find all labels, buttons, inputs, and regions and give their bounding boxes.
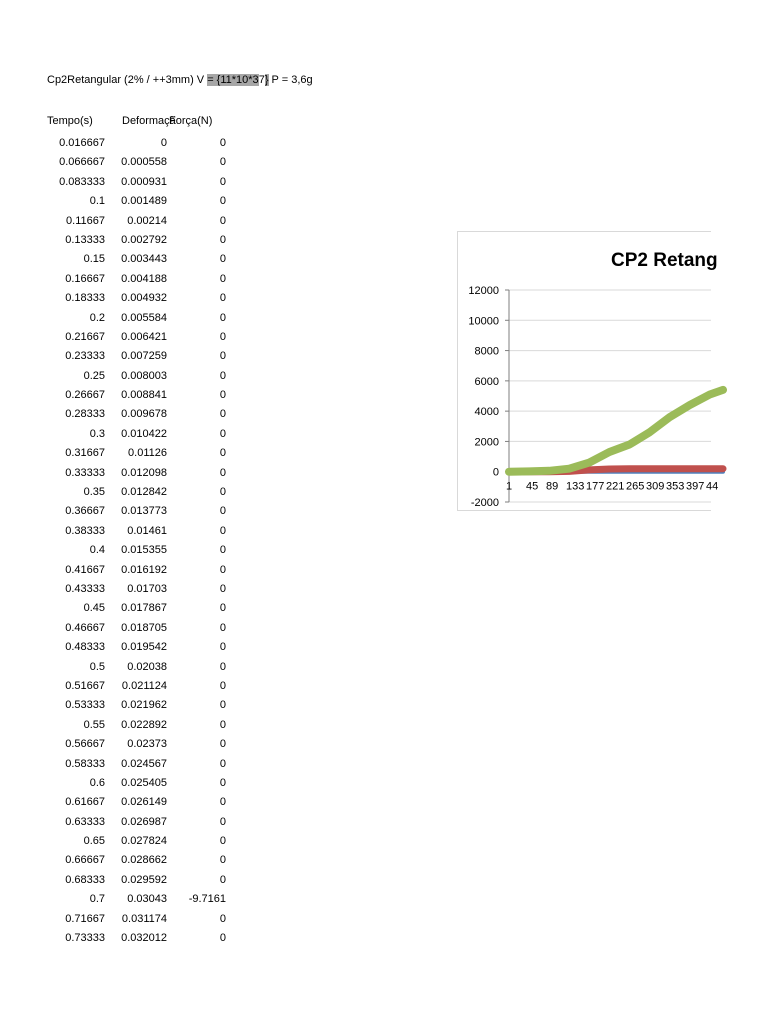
table-row: [40, 153, 240, 172]
cell-forca: 0: [219, 408, 226, 421]
column-header-forca: Força(N): [169, 115, 213, 127]
cell-tempo: 0.7: [89, 893, 105, 906]
cell-deformacao: 0.022892: [121, 718, 167, 731]
table-row: [40, 444, 240, 463]
cell-tempo: 0.28333: [65, 408, 105, 421]
cell-forca: 0: [219, 641, 226, 654]
cell-deformacao: 0.017867: [121, 602, 167, 615]
x-tick-label: 265: [626, 480, 645, 493]
cell-deformacao: 0.006421: [121, 330, 167, 343]
table-row: [40, 212, 240, 231]
cell-deformacao: 0.004932: [121, 292, 167, 305]
cell-tempo: 0.13333: [65, 233, 105, 246]
y-tick-label: 4000: [474, 406, 499, 419]
cell-forca: 0: [219, 835, 226, 848]
cell-forca: 0: [219, 505, 226, 518]
cell-forca: 0: [219, 738, 226, 751]
cell-deformacao: 0.02038: [127, 660, 167, 673]
x-tick-label: 133: [566, 480, 585, 493]
cell-deformacao: 0.01703: [127, 582, 167, 595]
chart-title: CP2 Retang: [611, 250, 718, 271]
cell-tempo: 0.45: [83, 602, 105, 615]
y-tick-label: -2000: [470, 497, 499, 509]
cell-forca: 0: [219, 932, 226, 945]
cell-deformacao: 0.013773: [121, 505, 167, 518]
cell-deformacao: 0.021124: [121, 679, 167, 692]
table-row: [40, 638, 240, 657]
cell-deformacao: 0.016192: [121, 563, 167, 576]
table-row: [40, 696, 240, 715]
x-tick-label: 44: [706, 480, 719, 493]
cell-deformacao: 0.008841: [121, 389, 167, 402]
cell-tempo: 0.18333: [65, 292, 105, 305]
cell-tempo: 0.3: [89, 427, 105, 440]
table-row: [40, 619, 240, 638]
cell-deformacao: 0.012098: [121, 466, 167, 479]
table-row: [40, 599, 240, 618]
cell-forca: 0: [219, 776, 226, 789]
cell-tempo: 0.31667: [65, 447, 105, 460]
table-row: [40, 929, 240, 948]
cell-tempo: 0.33333: [65, 466, 105, 479]
cell-forca: 0: [219, 214, 226, 227]
table-row: [40, 871, 240, 890]
cell-deformacao: 0.002792: [121, 233, 167, 246]
cell-tempo: 0.61667: [65, 796, 105, 809]
cell-forca: 0: [219, 524, 226, 537]
table-row: [40, 716, 240, 735]
table-row: [40, 328, 240, 347]
table-row: [40, 851, 240, 870]
cell-tempo: 0.73333: [65, 932, 105, 945]
table-row: [40, 289, 240, 308]
cell-forca: 0: [219, 156, 226, 169]
cell-tempo: 0.55: [83, 718, 105, 731]
x-tick-label: 177: [586, 480, 605, 493]
cell-deformacao: 0.015355: [121, 544, 167, 557]
y-tick-label: 2000: [474, 436, 499, 449]
cell-tempo: 0.016667: [59, 137, 105, 149]
cell-forca: -9.7161: [188, 893, 226, 906]
cell-deformacao: 0.027824: [121, 835, 167, 848]
cell-tempo: 0.35: [83, 486, 105, 499]
column-header-deformacao: Deformaçã: [122, 115, 176, 127]
cell-deformacao: 0.031174: [121, 912, 167, 925]
cell-forca: 0: [219, 292, 226, 305]
cell-forca: 0: [219, 350, 226, 363]
title-highlight-b: }: [264, 74, 269, 86]
series-line-green: [509, 390, 723, 472]
cell-forca: 0: [219, 873, 226, 886]
cell-forca: 0: [219, 718, 226, 731]
cell-tempo: 0.36667: [65, 505, 105, 518]
y-tick-label: 0: [492, 466, 499, 479]
cell-deformacao: 0.019542: [121, 641, 167, 654]
table-row: [40, 677, 240, 696]
y-tick-label: 12000: [468, 285, 499, 297]
y-tick-label: 8000: [474, 345, 499, 358]
cell-tempo: 0.066667: [59, 156, 105, 169]
cell-deformacao: 0.025405: [121, 776, 167, 789]
cell-forca: 0: [219, 447, 226, 460]
table-row: [40, 231, 240, 250]
cell-tempo: 0.68333: [65, 873, 105, 886]
table-row: [40, 386, 240, 405]
cell-tempo: 0.63333: [65, 815, 105, 828]
cell-tempo: 0.56667: [65, 738, 105, 751]
cell-tempo: 0.25: [83, 369, 105, 382]
cell-forca: 0: [219, 311, 226, 324]
cell-deformacao: 0.02373: [127, 738, 167, 751]
cell-tempo: 0.15: [83, 253, 105, 266]
cell-forca: 0: [219, 272, 226, 285]
table-row: [40, 561, 240, 580]
cell-forca: 0: [219, 660, 226, 673]
cell-tempo: 0.2: [89, 311, 105, 324]
table-row: [40, 793, 240, 812]
cell-deformacao: 0.003443: [121, 253, 167, 266]
cell-deformacao: 0: [160, 137, 167, 149]
cell-forca: 0: [219, 854, 226, 867]
cell-deformacao: 0.001489: [121, 195, 167, 208]
y-tick-label: 10000: [468, 315, 499, 328]
cell-deformacao: 0.018705: [121, 621, 167, 634]
title-prefix: Cp2Retangular (2% / ++3mm) V: [47, 74, 208, 86]
chart-area[interactable]: [457, 231, 719, 511]
cell-tempo: 0.11667: [66, 214, 105, 227]
x-tick-label: 353: [666, 480, 685, 493]
cell-deformacao: 0.029592: [121, 873, 167, 886]
cell-forca: 0: [219, 175, 226, 188]
cell-forca: 0: [219, 621, 226, 634]
cell-forca: 0: [219, 544, 226, 557]
y-tick-label: 6000: [474, 375, 499, 388]
x-tick-label: 1: [506, 480, 513, 493]
x-tick-label: 397: [686, 480, 705, 493]
x-tick-label: 45: [526, 480, 539, 493]
table-row: [40, 192, 240, 211]
table-row: [40, 813, 240, 832]
cell-deformacao: 0.000558: [121, 156, 167, 169]
cell-tempo: 0.43333: [65, 582, 105, 595]
cell-forca: 0: [219, 427, 226, 440]
table-row: [40, 774, 240, 793]
cell-deformacao: 0.009678: [121, 408, 167, 421]
cell-forca: 0: [219, 699, 226, 712]
x-tick-label: 309: [646, 480, 665, 493]
cell-forca: 0: [219, 679, 226, 692]
chart-svg: [458, 232, 719, 510]
table-row: [40, 735, 240, 754]
cell-forca: 0: [219, 582, 226, 595]
cell-tempo: 0.66667: [65, 854, 105, 867]
cell-tempo: 0.23333: [65, 350, 105, 363]
cell-tempo: 0.38333: [65, 524, 105, 537]
title-suffix: P = 3,6g: [268, 74, 313, 86]
cell-forca: 0: [219, 233, 226, 246]
cell-tempo: 0.5: [89, 660, 105, 673]
cell-deformacao: 0.032012: [121, 932, 167, 945]
x-tick-label: 89: [546, 480, 559, 493]
table-row: [40, 405, 240, 424]
cell-tempo: 0.1: [89, 195, 105, 208]
table-row: [40, 522, 240, 541]
cell-tempo: 0.4: [89, 544, 105, 557]
cell-tempo: 0.16667: [65, 272, 105, 285]
cell-tempo: 0.46667: [65, 621, 105, 634]
cell-forca: 0: [219, 815, 226, 828]
table-row: [40, 658, 240, 677]
cell-tempo: 0.21667: [65, 330, 105, 343]
cell-forca: 0: [219, 330, 226, 343]
table-row: [40, 134, 240, 153]
cell-forca: 0: [219, 912, 226, 925]
cell-deformacao: 0.005584: [121, 311, 167, 324]
cell-deformacao: 0.021962: [121, 699, 167, 712]
cell-deformacao: 0.026987: [121, 815, 167, 828]
cell-tempo: 0.58333: [65, 757, 105, 770]
cell-forca: 0: [219, 137, 226, 149]
cell-deformacao: 0.01126: [128, 447, 167, 460]
table-row: [40, 367, 240, 386]
table-row: [40, 890, 240, 909]
table-row: [40, 910, 240, 929]
cell-deformacao: 0.026149: [121, 796, 167, 809]
title-highlight-a: = {11*10*3: [207, 74, 259, 86]
cell-forca: 0: [219, 466, 226, 479]
cell-deformacao: 0.03043: [127, 893, 167, 906]
cell-deformacao: 0.00214: [127, 214, 167, 227]
table-row: [40, 173, 240, 192]
cell-forca: 0: [219, 602, 226, 615]
table-row: [40, 755, 240, 774]
title-middle: 7: [258, 74, 265, 86]
cell-deformacao: 0.024567: [121, 757, 167, 770]
cell-forca: 0: [219, 486, 226, 499]
cell-tempo: 0.083333: [59, 175, 105, 188]
cell-forca: 0: [219, 796, 226, 809]
cell-tempo: 0.53333: [65, 699, 105, 712]
cell-deformacao: 0.008003: [121, 369, 167, 382]
cell-tempo: 0.71667: [65, 912, 105, 925]
cell-deformacao: 0.000931: [121, 175, 167, 188]
cell-tempo: 0.6: [89, 776, 105, 789]
table-row: [40, 541, 240, 560]
cell-forca: 0: [219, 195, 226, 208]
data-table: [40, 134, 240, 948]
cell-tempo: 0.26667: [65, 389, 105, 402]
cell-deformacao: 0.012842: [121, 486, 167, 499]
table-row: [40, 270, 240, 289]
cell-tempo: 0.48333: [65, 641, 105, 654]
cell-deformacao: 0.01461: [127, 524, 167, 537]
table-row: [40, 580, 240, 599]
table-row: [40, 483, 240, 502]
table-row: [40, 309, 240, 328]
sheet-title: [47, 74, 313, 86]
table-row: [40, 250, 240, 269]
cell-forca: 0: [219, 757, 226, 770]
table-row: [40, 425, 240, 444]
cell-forca: 0: [219, 369, 226, 382]
table-row: [40, 347, 240, 366]
cell-tempo: 0.65: [83, 835, 105, 848]
cell-deformacao: 0.007259: [121, 350, 167, 363]
table-row: [40, 832, 240, 851]
cell-deformacao: 0.004188: [121, 272, 167, 285]
cell-tempo: 0.51667: [65, 679, 105, 692]
cell-deformacao: 0.028662: [121, 854, 167, 867]
cell-deformacao: 0.010422: [121, 427, 167, 440]
column-header-tempo: Tempo(s): [47, 115, 93, 127]
cell-forca: 0: [219, 253, 226, 266]
x-tick-label: 221: [606, 480, 625, 493]
cell-tempo: 0.41667: [65, 563, 105, 576]
table-row: [40, 502, 240, 521]
table-row: [40, 464, 240, 483]
cell-forca: 0: [219, 563, 226, 576]
cell-forca: 0: [219, 389, 226, 402]
